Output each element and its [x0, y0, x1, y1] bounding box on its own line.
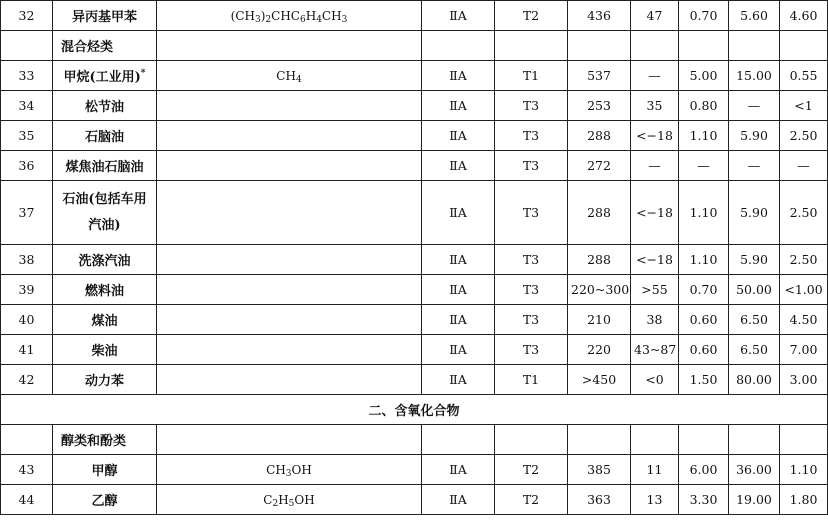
formula-text: CHC [271, 8, 300, 23]
value-cell-3: <1 [780, 91, 828, 121]
group-cell: ⅡA [422, 151, 495, 181]
value-cell-3: 1.10 [780, 455, 828, 485]
substance-name-cell [53, 61, 157, 91]
row-number-cell: 40 [1, 305, 53, 335]
formula-text: (CH [230, 8, 255, 23]
table-row [1, 121, 828, 151]
flash-point-cell: <−18 [631, 245, 679, 275]
empty-cell [631, 425, 679, 455]
value-cell-1: 3.30 [679, 485, 729, 515]
value-cell-2: 6.50 [729, 305, 780, 335]
formula-text: OH [291, 462, 312, 477]
value-cell-2: 6.50 [729, 335, 780, 365]
ignition-temp-cell: 253 [568, 91, 631, 121]
ignition-temp-cell: 288 [568, 181, 631, 245]
formula-text: OH [294, 492, 315, 507]
row-number-cell: 34 [1, 91, 53, 121]
section-row [1, 395, 828, 425]
empty-cell [679, 31, 729, 61]
value-cell-2: 5.60 [729, 1, 780, 31]
empty-cell [495, 425, 568, 455]
formula-cell [157, 335, 422, 365]
value-cell-2: 36.00 [729, 455, 780, 485]
value-cell-1: 1.50 [679, 365, 729, 395]
temp-class-cell: T3 [495, 151, 568, 181]
category-label: 混合烃类 [53, 31, 157, 61]
formula-cell [157, 121, 422, 151]
substance-name: 柴油 [91, 344, 118, 359]
row-number-cell [1, 425, 53, 455]
value-cell-1: 0.60 [679, 335, 729, 365]
group-cell: ⅡA [422, 335, 495, 365]
temp-class-cell: T3 [495, 181, 568, 245]
substance-name: 石脑油 [84, 130, 124, 145]
substance-name: 燃料油 [84, 284, 124, 299]
temp-class-cell: T2 [495, 1, 568, 31]
table-row [1, 335, 828, 365]
temp-class-cell: T3 [495, 245, 568, 275]
formula-subscript: 3 [341, 14, 348, 25]
substance-name: 甲醇 [91, 464, 118, 479]
value-cell-2: 15.00 [729, 61, 780, 91]
value-cell-2: 80.00 [729, 365, 780, 395]
ignition-temp-cell: 363 [568, 485, 631, 515]
group-cell: ⅡA [422, 485, 495, 515]
value-cell-3: 2.50 [780, 181, 828, 245]
table-row [1, 275, 828, 305]
category-label: 醇类和酚类 [53, 425, 157, 455]
flash-point-cell: <0 [631, 365, 679, 395]
value-cell-2: — [729, 151, 780, 181]
substance-name-cell [53, 245, 157, 275]
value-cell-3: 1.80 [780, 485, 828, 515]
substance-name: 乙醇 [91, 494, 118, 509]
value-cell-3: <1.00 [780, 275, 828, 305]
value-cell-1: 0.60 [679, 305, 729, 335]
empty-cell [780, 31, 828, 61]
row-number-cell: 44 [1, 485, 53, 515]
substance-name-cell [53, 455, 157, 485]
row-number-cell: 32 [1, 1, 53, 31]
row-number-cell: 35 [1, 121, 53, 151]
value-cell-2: 5.90 [729, 121, 780, 151]
substance-name-cell [53, 275, 157, 305]
flash-point-cell: 11 [631, 455, 679, 485]
group-cell: ⅡA [422, 245, 495, 275]
flash-point-cell: <−18 [631, 181, 679, 245]
section-heading: 二、含氧化合物 [1, 395, 828, 425]
flash-point-cell: 13 [631, 485, 679, 515]
row-number-cell: 37 [1, 181, 53, 245]
formula-cell [157, 151, 422, 181]
row-number-cell: 43 [1, 455, 53, 485]
formula-subscript: 3 [255, 14, 261, 25]
formula-cell [157, 181, 422, 245]
formula-subscript: 2 [272, 498, 279, 509]
substance-name-cell [53, 121, 157, 151]
group-cell: ⅡA [422, 121, 495, 151]
value-cell-3: 2.50 [780, 245, 828, 275]
formula-subscript: 3 [285, 468, 292, 479]
table-row [1, 485, 828, 515]
formula-text: CH [276, 68, 296, 83]
value-cell-1: 0.70 [679, 275, 729, 305]
empty-cell [157, 31, 422, 61]
group-cell: ⅡA [422, 275, 495, 305]
ignition-temp-cell: 272 [568, 151, 631, 181]
formula-text: C [263, 492, 273, 507]
ignition-temp-cell: 288 [568, 121, 631, 151]
empty-cell [422, 425, 495, 455]
substance-name-cell [53, 485, 157, 515]
substance-name: 动力苯 [84, 374, 124, 389]
empty-cell [631, 31, 679, 61]
group-cell: ⅡA [422, 365, 495, 395]
empty-cell [568, 425, 631, 455]
substance-name: 洗涤汽油 [78, 254, 131, 269]
category-row [1, 425, 828, 455]
ignition-temp-cell: 288 [568, 245, 631, 275]
substance-name-cell [53, 365, 157, 395]
formula-cell [157, 455, 422, 485]
value-cell-2: 5.90 [729, 245, 780, 275]
formula-subscript: 4 [316, 14, 322, 25]
substance-name: 煤焦油石脑油 [65, 160, 144, 175]
temp-class-cell: T3 [495, 275, 568, 305]
value-cell-1: 0.80 [679, 91, 729, 121]
ignition-temp-cell: 537 [568, 61, 631, 91]
formula-text: H [278, 492, 289, 507]
substance-name: 煤油 [91, 314, 118, 329]
value-cell-1: 5.00 [679, 61, 729, 91]
group-cell: ⅡA [422, 181, 495, 245]
table-row [1, 365, 828, 395]
substance-name-cell [53, 305, 157, 335]
substance-name: 松节油 [84, 100, 124, 115]
empty-cell [780, 425, 828, 455]
substance-name-cell [53, 151, 157, 181]
empty-cell [679, 425, 729, 455]
temp-class-cell: T3 [495, 91, 568, 121]
table-row [1, 245, 828, 275]
row-number-cell: 36 [1, 151, 53, 181]
flash-point-cell: 47 [631, 1, 679, 31]
group-cell: ⅡA [422, 91, 495, 121]
value-cell-3: 0.55 [780, 61, 828, 91]
formula-cell [157, 61, 422, 91]
value-cell-1: — [679, 151, 729, 181]
flash-point-cell: — [631, 151, 679, 181]
substance-name-cell [53, 1, 157, 31]
empty-cell [422, 31, 495, 61]
ignition-temp-cell: 220~300 [568, 275, 631, 305]
substance-name: 异丙基甲苯 [71, 10, 137, 25]
formula-cell [157, 275, 422, 305]
temp-class-cell: T3 [495, 121, 568, 151]
group-cell: ⅡA [422, 1, 495, 31]
substance-name-cell [53, 335, 157, 365]
value-cell-3: 4.50 [780, 305, 828, 335]
value-cell-3: 4.60 [780, 1, 828, 31]
value-cell-3: 2.50 [780, 121, 828, 151]
flash-point-cell: 35 [631, 91, 679, 121]
group-cell: ⅡA [422, 61, 495, 91]
value-cell-1: 1.10 [679, 121, 729, 151]
formula-subscript: 4 [295, 74, 302, 85]
value-cell-3: 3.00 [780, 365, 828, 395]
ignition-temp-cell: 220 [568, 335, 631, 365]
value-cell-3: — [780, 151, 828, 181]
flash-point-cell: 43~87 [631, 335, 679, 365]
empty-cell [495, 31, 568, 61]
table-row [1, 61, 828, 91]
ignition-temp-cell: >450 [568, 365, 631, 395]
flash-point-cell: >55 [631, 275, 679, 305]
table-row [1, 1, 828, 31]
formula-text: CH [321, 8, 342, 23]
empty-cell [568, 31, 631, 61]
value-cell-1: 1.10 [679, 181, 729, 245]
formula-cell [157, 305, 422, 335]
table-row [1, 305, 828, 335]
empty-cell [729, 31, 780, 61]
formula-cell [157, 91, 422, 121]
value-cell-1: 1.10 [679, 245, 729, 275]
substance-name-cell [53, 181, 157, 245]
ignition-temp-cell: 436 [568, 1, 631, 31]
formula-cell [157, 1, 422, 31]
table-row [1, 181, 828, 245]
row-number-cell: 41 [1, 335, 53, 365]
temp-class-cell: T3 [495, 335, 568, 365]
temp-class-cell: T1 [495, 61, 568, 91]
formula-text: ) [260, 8, 266, 23]
formula-subscript: 5 [288, 498, 295, 509]
row-number-cell: 42 [1, 365, 53, 395]
temp-class-cell: T1 [495, 365, 568, 395]
empty-cell [729, 425, 780, 455]
formula-cell [157, 485, 422, 515]
formula-text: H [305, 8, 317, 23]
ignition-temp-cell: 385 [568, 455, 631, 485]
formula-subscript: 6 [299, 14, 306, 25]
value-cell-3: 7.00 [780, 335, 828, 365]
hazard-table-body [1, 1, 828, 515]
row-number-cell [1, 31, 53, 61]
table-row [1, 151, 828, 181]
temp-class-cell: T2 [495, 455, 568, 485]
row-number-cell: 38 [1, 245, 53, 275]
value-cell-2: — [729, 91, 780, 121]
formula-cell [157, 245, 422, 275]
value-cell-1: 0.70 [679, 1, 729, 31]
row-number-cell: 39 [1, 275, 53, 305]
value-cell-1: 6.00 [679, 455, 729, 485]
temp-class-cell: T2 [495, 485, 568, 515]
substance-name: 甲烷(工业用) [63, 70, 141, 85]
footnote-mark: * [140, 68, 146, 79]
flash-point-cell: — [631, 61, 679, 91]
value-cell-2: 19.00 [729, 485, 780, 515]
group-cell: ⅡA [422, 305, 495, 335]
table-row [1, 455, 828, 485]
row-number-cell: 33 [1, 61, 53, 91]
category-row [1, 31, 828, 61]
empty-cell [157, 425, 422, 455]
formula-cell [157, 365, 422, 395]
substance-name-cell [53, 91, 157, 121]
value-cell-2: 50.00 [729, 275, 780, 305]
formula-subscript: 2 [265, 14, 272, 25]
ignition-temp-cell: 210 [568, 305, 631, 335]
flash-point-cell: <−18 [631, 121, 679, 151]
value-cell-2: 5.90 [729, 181, 780, 245]
group-cell: ⅡA [422, 455, 495, 485]
substance-name: 石油(包括车用汽油) [62, 191, 147, 233]
table-row [1, 91, 828, 121]
formula-text: CH [266, 462, 286, 477]
temp-class-cell: T3 [495, 305, 568, 335]
flash-point-cell: 38 [631, 305, 679, 335]
